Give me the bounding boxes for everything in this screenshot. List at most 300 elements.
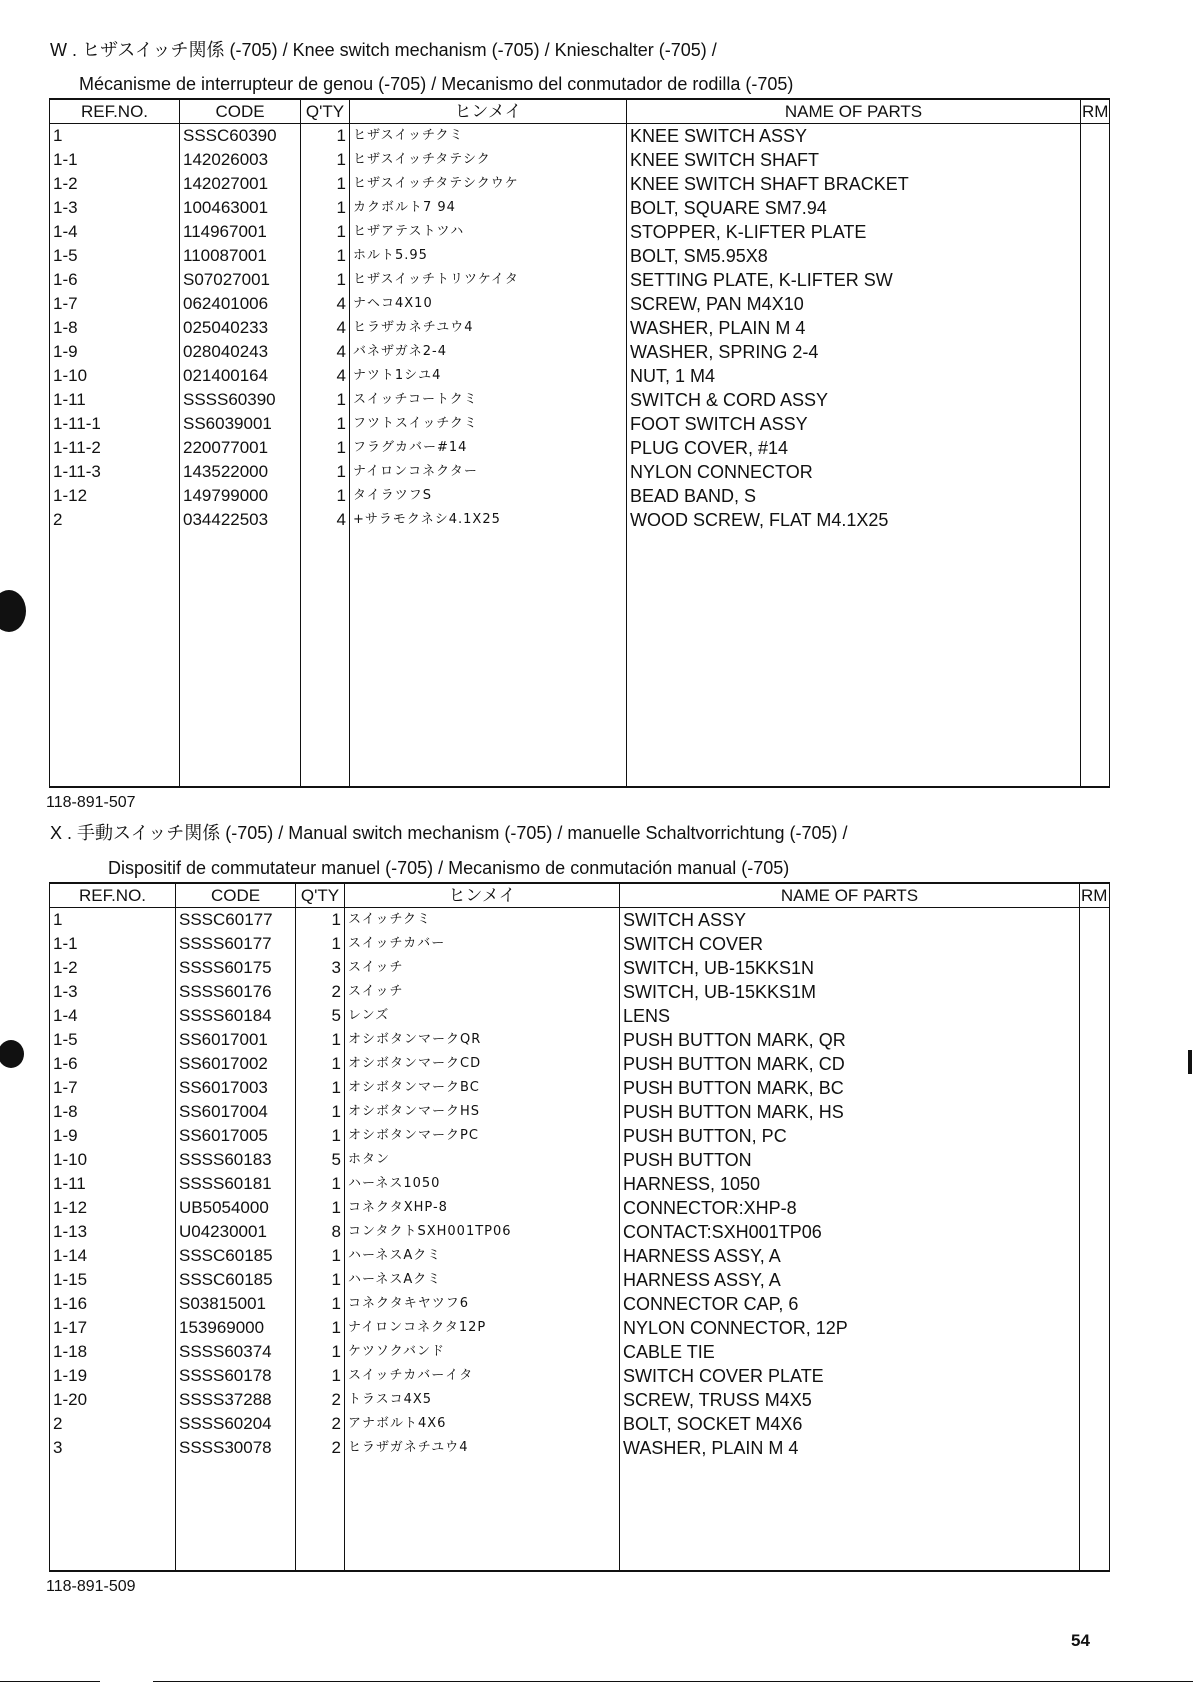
empty-cell bbox=[50, 532, 180, 787]
cell-ref: 1-6 bbox=[50, 268, 180, 292]
cell-rm bbox=[1080, 1436, 1110, 1460]
cell-name: KNEE SWITCH SHAFT BRACKET bbox=[627, 172, 1081, 196]
cell-code: SSSS60374 bbox=[176, 1340, 296, 1364]
cell-ref: 1-13 bbox=[50, 1220, 176, 1244]
table-row bbox=[50, 980, 1110, 1004]
cell-ref: 1-7 bbox=[50, 1076, 176, 1100]
cell-name: PUSH BUTTON, PC bbox=[620, 1124, 1080, 1148]
cell-ref: 1-2 bbox=[50, 172, 180, 196]
cell-code: 021400164 bbox=[180, 364, 301, 388]
cell-rm bbox=[1080, 908, 1110, 933]
cell-code: 110087001 bbox=[180, 244, 301, 268]
cell-qty: 1 bbox=[301, 220, 350, 244]
table-row bbox=[50, 1388, 1110, 1412]
cell-name: SWITCH ASSY bbox=[620, 908, 1080, 933]
cell-rm bbox=[1081, 484, 1110, 508]
table-row bbox=[50, 172, 1110, 196]
cell-code: SS6017001 bbox=[176, 1028, 296, 1052]
cell-rm bbox=[1081, 316, 1110, 340]
column-header-ref: REF.NO. bbox=[50, 99, 180, 124]
cell-ref: 1-17 bbox=[50, 1316, 176, 1340]
table-filler-row bbox=[50, 1460, 1110, 1571]
cell-name: SCREW, PAN M4X10 bbox=[627, 292, 1081, 316]
cell-qty: 3 bbox=[296, 956, 345, 980]
cell-code: 142027001 bbox=[180, 172, 301, 196]
punch-hole bbox=[0, 590, 26, 632]
section-w-title-line1: W . ヒザスイッチ関係 (-705) / Knee switch mechanism (-705) / Knieschalter (-705) / bbox=[50, 40, 717, 60]
cell-kana: スイッチカバーイタ bbox=[345, 1364, 620, 1388]
section-x-code-label: 118-891-509 bbox=[46, 1578, 136, 1595]
table-row bbox=[50, 196, 1110, 220]
cell-qty: 1 bbox=[296, 1364, 345, 1388]
empty-cell bbox=[296, 1460, 345, 1571]
cell-rm bbox=[1081, 340, 1110, 364]
cell-code: SS6039001 bbox=[180, 412, 301, 436]
cell-code: 143522000 bbox=[180, 460, 301, 484]
table-row bbox=[50, 340, 1110, 364]
cell-kana: オシボタンマークQR bbox=[345, 1028, 620, 1052]
table-row bbox=[50, 1100, 1110, 1124]
cell-code: 153969000 bbox=[176, 1316, 296, 1340]
table-row bbox=[50, 268, 1110, 292]
cell-name: SCREW, TRUSS M4X5 bbox=[620, 1388, 1080, 1412]
cell-qty: 1 bbox=[301, 436, 350, 460]
cell-rm bbox=[1080, 932, 1110, 956]
cell-ref: 1-12 bbox=[50, 1196, 176, 1220]
table-row bbox=[50, 1028, 1110, 1052]
cell-ref: 1-4 bbox=[50, 220, 180, 244]
cell-rm bbox=[1080, 1388, 1110, 1412]
cell-rm bbox=[1080, 1268, 1110, 1292]
cell-rm bbox=[1080, 956, 1110, 980]
cell-code: SSSS60390 bbox=[180, 388, 301, 412]
table-row bbox=[50, 908, 1110, 933]
cell-qty: 1 bbox=[296, 1292, 345, 1316]
section-w-code-label: 118-891-507 bbox=[46, 794, 136, 811]
cell-name: KNEE SWITCH SHAFT bbox=[627, 148, 1081, 172]
cell-kana: ナイロンコネクター bbox=[350, 460, 627, 484]
column-header-name: NAME OF PARTS bbox=[620, 883, 1080, 908]
cell-code: 034422503 bbox=[180, 508, 301, 532]
cell-qty: 1 bbox=[301, 268, 350, 292]
table-row bbox=[50, 956, 1110, 980]
cell-rm bbox=[1080, 1028, 1110, 1052]
cell-qty: 1 bbox=[301, 148, 350, 172]
cell-qty: 2 bbox=[296, 1388, 345, 1412]
cell-qty: 1 bbox=[296, 1244, 345, 1268]
cell-ref: 1-2 bbox=[50, 956, 176, 980]
cell-code: SSSS60178 bbox=[176, 1364, 296, 1388]
cell-code: SSSS60175 bbox=[176, 956, 296, 980]
table-row bbox=[50, 220, 1110, 244]
cell-name: WASHER, PLAIN M 4 bbox=[627, 316, 1081, 340]
cell-rm bbox=[1081, 220, 1110, 244]
cell-code: SSSS60176 bbox=[176, 980, 296, 1004]
cell-code: S07027001 bbox=[180, 268, 301, 292]
cell-qty: 1 bbox=[296, 1100, 345, 1124]
table-row bbox=[50, 1364, 1110, 1388]
cell-kana: レンズ bbox=[345, 1004, 620, 1028]
table-row bbox=[50, 1220, 1110, 1244]
cell-ref: 1-10 bbox=[50, 1148, 176, 1172]
column-header-code: CODE bbox=[180, 99, 301, 124]
cell-qty: 2 bbox=[296, 980, 345, 1004]
cell-kana: コネクタキヤツフ6 bbox=[345, 1292, 620, 1316]
cell-ref: 3 bbox=[50, 1436, 176, 1460]
cell-rm bbox=[1080, 1364, 1110, 1388]
cell-rm bbox=[1080, 1172, 1110, 1196]
cell-name: SWITCH COVER PLATE bbox=[620, 1364, 1080, 1388]
table-row bbox=[50, 508, 1110, 532]
cell-code: 025040233 bbox=[180, 316, 301, 340]
cell-code: SSSC60177 bbox=[176, 908, 296, 933]
cell-code: SSSS60181 bbox=[176, 1172, 296, 1196]
column-header-kana: ヒンメイ bbox=[345, 883, 620, 908]
cell-qty: 1 bbox=[296, 1124, 345, 1148]
cell-ref: 1-14 bbox=[50, 1244, 176, 1268]
cell-qty: 5 bbox=[296, 1004, 345, 1028]
cell-qty: 1 bbox=[296, 1340, 345, 1364]
cell-ref: 1-11-1 bbox=[50, 412, 180, 436]
cell-name: PUSH BUTTON bbox=[620, 1148, 1080, 1172]
cell-qty: 2 bbox=[296, 1412, 345, 1436]
bottom-rule bbox=[0, 1681, 100, 1682]
cell-rm bbox=[1081, 388, 1110, 412]
cell-code: SS6017004 bbox=[176, 1100, 296, 1124]
cell-ref: 1-19 bbox=[50, 1364, 176, 1388]
table-row bbox=[50, 436, 1110, 460]
cell-rm bbox=[1081, 196, 1110, 220]
cell-name: SWITCH COVER bbox=[620, 932, 1080, 956]
empty-cell bbox=[50, 1460, 176, 1571]
cell-name: HARNESS, 1050 bbox=[620, 1172, 1080, 1196]
cell-name: KNEE SWITCH ASSY bbox=[627, 124, 1081, 149]
table-filler-row bbox=[50, 532, 1110, 787]
column-header-qty: Q'TY bbox=[296, 883, 345, 908]
cell-code: 220077001 bbox=[180, 436, 301, 460]
column-header-name: NAME OF PARTS bbox=[627, 99, 1081, 124]
cell-kana: ケツソクバンド bbox=[345, 1340, 620, 1364]
cell-qty: 1 bbox=[296, 908, 345, 933]
cell-ref: 1-5 bbox=[50, 244, 180, 268]
cell-kana: ヒザスイッチトリツケイタ bbox=[350, 268, 627, 292]
cell-code: SSSS30078 bbox=[176, 1436, 296, 1460]
cell-rm bbox=[1080, 1004, 1110, 1028]
cell-kana: スイッチ bbox=[345, 956, 620, 980]
cell-qty: 4 bbox=[301, 364, 350, 388]
cell-rm bbox=[1081, 148, 1110, 172]
cell-name: PLUG COVER, #14 bbox=[627, 436, 1081, 460]
cell-ref: 1-3 bbox=[50, 196, 180, 220]
table-row bbox=[50, 484, 1110, 508]
cell-name: BOLT, SOCKET M4X6 bbox=[620, 1412, 1080, 1436]
section-w-title-line2: Mécanisme de interrupteur de genou (-705) / Mecanismo del conmutador de rodilla (-705) bbox=[79, 74, 794, 94]
cell-ref: 2 bbox=[50, 1412, 176, 1436]
cell-ref: 1-9 bbox=[50, 340, 180, 364]
cell-kana: ヒザアテストツハ bbox=[350, 220, 627, 244]
cell-code: 100463001 bbox=[180, 196, 301, 220]
cell-code: SSSS60184 bbox=[176, 1004, 296, 1028]
parts-table-w bbox=[49, 98, 1110, 788]
cell-name: WASHER, SPRING 2-4 bbox=[627, 340, 1081, 364]
table-row bbox=[50, 316, 1110, 340]
cell-rm bbox=[1080, 1340, 1110, 1364]
cell-rm bbox=[1080, 1412, 1110, 1436]
cell-kana: ハーネスAクミ bbox=[345, 1268, 620, 1292]
cell-rm bbox=[1081, 508, 1110, 532]
cell-qty: 1 bbox=[296, 1268, 345, 1292]
column-header-kana: ヒンメイ bbox=[350, 99, 627, 124]
cell-rm bbox=[1080, 1076, 1110, 1100]
cell-qty: 1 bbox=[296, 1196, 345, 1220]
cell-kana: オシボタンマークBC bbox=[345, 1076, 620, 1100]
cell-ref: 1 bbox=[50, 124, 180, 149]
cell-qty: 1 bbox=[296, 1052, 345, 1076]
cell-kana: スイッチ bbox=[345, 980, 620, 1004]
cell-kana: カクボルト7 94 bbox=[350, 196, 627, 220]
cell-name: BOLT, SQUARE SM7.94 bbox=[627, 196, 1081, 220]
table-row bbox=[50, 1340, 1110, 1364]
cell-qty: 4 bbox=[301, 340, 350, 364]
cell-name: PUSH BUTTON MARK, CD bbox=[620, 1052, 1080, 1076]
cell-code: SSSS37288 bbox=[176, 1388, 296, 1412]
cell-kana: ヒザスイッチタテシク bbox=[350, 148, 627, 172]
cell-code: SSSC60185 bbox=[176, 1268, 296, 1292]
table-row bbox=[50, 364, 1110, 388]
cell-qty: 5 bbox=[296, 1148, 345, 1172]
cell-qty: 1 bbox=[296, 1076, 345, 1100]
table-row bbox=[50, 1316, 1110, 1340]
cell-name: BOLT, SM5.95X8 bbox=[627, 244, 1081, 268]
cell-code: 114967001 bbox=[180, 220, 301, 244]
table-header-row bbox=[50, 99, 1110, 124]
cell-name: CONTACT:SXH001TP06 bbox=[620, 1220, 1080, 1244]
cell-qty: 1 bbox=[296, 1316, 345, 1340]
cell-name: WOOD SCREW, FLAT M4.1X25 bbox=[627, 508, 1081, 532]
cell-kana: ハーネス1050 bbox=[345, 1172, 620, 1196]
cell-kana: スイッチカバー bbox=[345, 932, 620, 956]
cell-name: HARNESS ASSY, A bbox=[620, 1244, 1080, 1268]
cell-ref: 2 bbox=[50, 508, 180, 532]
cell-qty: 8 bbox=[296, 1220, 345, 1244]
table-row bbox=[50, 292, 1110, 316]
cell-rm bbox=[1081, 124, 1110, 149]
cell-kana: ナツト1シユ4 bbox=[350, 364, 627, 388]
cell-rm bbox=[1080, 1124, 1110, 1148]
cell-kana: スイッチクミ bbox=[345, 908, 620, 933]
empty-cell bbox=[176, 1460, 296, 1571]
cell-ref: 1-10 bbox=[50, 364, 180, 388]
cell-qty: 1 bbox=[301, 124, 350, 149]
cell-kana: コネクタXHP-8 bbox=[345, 1196, 620, 1220]
table-row bbox=[50, 148, 1110, 172]
parts-table-x bbox=[49, 882, 1110, 1572]
empty-cell bbox=[345, 1460, 620, 1571]
table-row bbox=[50, 1004, 1110, 1028]
cell-rm bbox=[1080, 1052, 1110, 1076]
cell-name: PUSH BUTTON MARK, HS bbox=[620, 1100, 1080, 1124]
cell-ref: 1-11 bbox=[50, 388, 180, 412]
empty-cell bbox=[301, 532, 350, 787]
column-header-ref: REF.NO. bbox=[50, 883, 176, 908]
cell-kana: トラスコ4X5 bbox=[345, 1388, 620, 1412]
cell-code: 142026003 bbox=[180, 148, 301, 172]
cell-ref: 1-16 bbox=[50, 1292, 176, 1316]
cell-ref: 1-11 bbox=[50, 1172, 176, 1196]
cell-code: U04230001 bbox=[176, 1220, 296, 1244]
cell-rm bbox=[1080, 1100, 1110, 1124]
cell-qty: 1 bbox=[301, 172, 350, 196]
cell-kana: バネザガネ2-4 bbox=[350, 340, 627, 364]
cell-kana: オシボタンマークHS bbox=[345, 1100, 620, 1124]
cell-name: SWITCH, UB-15KKS1M bbox=[620, 980, 1080, 1004]
empty-cell bbox=[1080, 1460, 1110, 1571]
cell-name: PUSH BUTTON MARK, BC bbox=[620, 1076, 1080, 1100]
table-row bbox=[50, 1268, 1110, 1292]
cell-name: BEAD BAND, S bbox=[627, 484, 1081, 508]
table-header-row bbox=[50, 883, 1110, 908]
section-x-title-line1: X . 手動スイッチ関係 (-705) / Manual switch mechanism (-705) / manuelle Schaltvorrichtung (-705) / bbox=[50, 823, 848, 843]
cell-name: SWITCH, UB-15KKS1N bbox=[620, 956, 1080, 980]
cell-qty: 1 bbox=[301, 244, 350, 268]
cell-qty: 2 bbox=[296, 1436, 345, 1460]
cell-code: SS6017005 bbox=[176, 1124, 296, 1148]
cell-name: NUT, 1 M4 bbox=[627, 364, 1081, 388]
cell-rm bbox=[1081, 268, 1110, 292]
table-row bbox=[50, 124, 1110, 149]
cell-ref: 1-1 bbox=[50, 148, 180, 172]
table-row bbox=[50, 1148, 1110, 1172]
cell-code: SSSC60185 bbox=[176, 1244, 296, 1268]
cell-name: PUSH BUTTON MARK, QR bbox=[620, 1028, 1080, 1052]
cell-qty: 1 bbox=[301, 460, 350, 484]
cell-kana: ヒラザガネチユウ4 bbox=[345, 1436, 620, 1460]
cell-ref: 1-11-3 bbox=[50, 460, 180, 484]
cell-ref: 1-3 bbox=[50, 980, 176, 1004]
cell-ref: 1 bbox=[50, 908, 176, 933]
cell-name: CABLE TIE bbox=[620, 1340, 1080, 1364]
cell-kana: ホルト5.95 bbox=[350, 244, 627, 268]
cell-kana: ヒラザカネチユウ4 bbox=[350, 316, 627, 340]
cell-rm bbox=[1081, 412, 1110, 436]
cell-name: CONNECTOR:XHP-8 bbox=[620, 1196, 1080, 1220]
table-row bbox=[50, 244, 1110, 268]
empty-cell bbox=[1081, 532, 1110, 787]
cell-kana: フラグカバー#14 bbox=[350, 436, 627, 460]
empty-cell bbox=[620, 1460, 1080, 1571]
cell-ref: 1-8 bbox=[50, 316, 180, 340]
cell-code: SS6017003 bbox=[176, 1076, 296, 1100]
cell-kana: フツトスイッチクミ bbox=[350, 412, 627, 436]
cell-ref: 1-1 bbox=[50, 932, 176, 956]
cell-kana: スイッチコートクミ bbox=[350, 388, 627, 412]
cell-kana: ホタン bbox=[345, 1148, 620, 1172]
table-row bbox=[50, 1124, 1110, 1148]
cell-ref: 1-20 bbox=[50, 1388, 176, 1412]
cell-rm bbox=[1080, 980, 1110, 1004]
cell-kana: ハーネスAクミ bbox=[345, 1244, 620, 1268]
cell-code: 149799000 bbox=[180, 484, 301, 508]
cell-ref: 1-6 bbox=[50, 1052, 176, 1076]
table-row bbox=[50, 1172, 1110, 1196]
cell-ref: 1-18 bbox=[50, 1340, 176, 1364]
cell-rm bbox=[1080, 1148, 1110, 1172]
cell-ref: 1-8 bbox=[50, 1100, 176, 1124]
cell-code: 028040243 bbox=[180, 340, 301, 364]
table-row bbox=[50, 460, 1110, 484]
cell-rm bbox=[1081, 460, 1110, 484]
empty-cell bbox=[350, 532, 627, 787]
cell-code: SSSS60177 bbox=[176, 932, 296, 956]
cell-kana: ナヘコ4X10 bbox=[350, 292, 627, 316]
edge-mark bbox=[1188, 1050, 1192, 1074]
cell-code: S03815001 bbox=[176, 1292, 296, 1316]
column-header-rm: RM bbox=[1081, 99, 1110, 124]
cell-kana: ナイロンコネクタ12P bbox=[345, 1316, 620, 1340]
cell-name: NYLON CONNECTOR bbox=[627, 460, 1081, 484]
cell-name: WASHER, PLAIN M 4 bbox=[620, 1436, 1080, 1460]
table-row bbox=[50, 1052, 1110, 1076]
cell-ref: 1-4 bbox=[50, 1004, 176, 1028]
cell-ref: 1-7 bbox=[50, 292, 180, 316]
cell-code: SS6017002 bbox=[176, 1052, 296, 1076]
column-header-qty: Q'TY bbox=[301, 99, 350, 124]
cell-rm bbox=[1081, 244, 1110, 268]
table-row bbox=[50, 1412, 1110, 1436]
column-header-rm: RM bbox=[1080, 883, 1110, 908]
cell-kana: オシボタンマークPC bbox=[345, 1124, 620, 1148]
cell-kana: アナボルト4X6 bbox=[345, 1412, 620, 1436]
cell-rm bbox=[1080, 1196, 1110, 1220]
cell-qty: 4 bbox=[301, 292, 350, 316]
page-number: 54 bbox=[1071, 1631, 1090, 1650]
cell-name: HARNESS ASSY, A bbox=[620, 1268, 1080, 1292]
cell-code: SSSS60204 bbox=[176, 1412, 296, 1436]
cell-kana: ヒザスイッチクミ bbox=[350, 124, 627, 149]
cell-kana: タイラツフS bbox=[350, 484, 627, 508]
table-row bbox=[50, 1076, 1110, 1100]
table-row bbox=[50, 1292, 1110, 1316]
table-row bbox=[50, 388, 1110, 412]
cell-ref: 1-12 bbox=[50, 484, 180, 508]
cell-kana: +サラモクネシ4.1X25 bbox=[350, 508, 627, 532]
cell-rm bbox=[1080, 1316, 1110, 1340]
table-row bbox=[50, 412, 1110, 436]
column-header-code: CODE bbox=[176, 883, 296, 908]
cell-ref: 1-9 bbox=[50, 1124, 176, 1148]
cell-name: NYLON CONNECTOR, 12P bbox=[620, 1316, 1080, 1340]
cell-rm bbox=[1080, 1244, 1110, 1268]
table-row bbox=[50, 1196, 1110, 1220]
cell-code: 062401006 bbox=[180, 292, 301, 316]
cell-rm bbox=[1081, 172, 1110, 196]
cell-name: SETTING PLATE, K-LIFTER SW bbox=[627, 268, 1081, 292]
cell-name: CONNECTOR CAP, 6 bbox=[620, 1292, 1080, 1316]
cell-rm bbox=[1081, 292, 1110, 316]
cell-qty: 1 bbox=[301, 196, 350, 220]
cell-kana: ヒザスイッチタテシクウケ bbox=[350, 172, 627, 196]
cell-name: FOOT SWITCH ASSY bbox=[627, 412, 1081, 436]
cell-code: UB5054000 bbox=[176, 1196, 296, 1220]
cell-qty: 1 bbox=[296, 932, 345, 956]
cell-qty: 1 bbox=[296, 1028, 345, 1052]
empty-cell bbox=[627, 532, 1081, 787]
cell-ref: 1-5 bbox=[50, 1028, 176, 1052]
cell-ref: 1-15 bbox=[50, 1268, 176, 1292]
cell-rm bbox=[1080, 1220, 1110, 1244]
empty-cell bbox=[180, 532, 301, 787]
bottom-rule bbox=[153, 1681, 1193, 1682]
